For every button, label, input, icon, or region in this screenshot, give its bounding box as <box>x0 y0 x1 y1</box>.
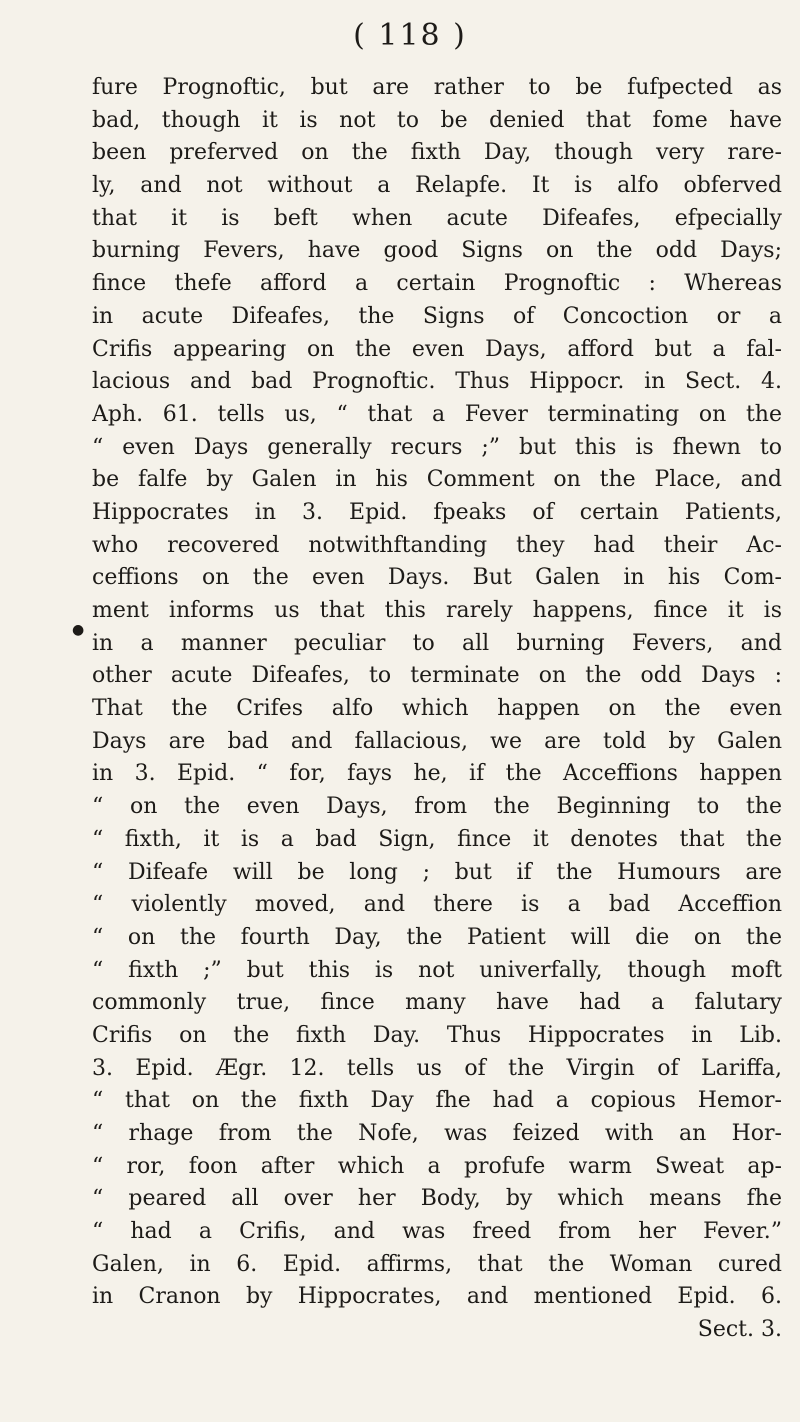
text-line: Sect. 3. <box>697 1317 782 1343</box>
text-line: fince thefe afford a certain Prognoftic : Whereas <box>92 271 782 297</box>
text-line: “ on the fourth Day, the Patient will die on the <box>92 924 782 950</box>
page-number: ( 118 ) <box>353 18 467 53</box>
text-line: That the Crifes alfo which happen on the even <box>92 696 782 722</box>
text-line: Days are bad and fallacious, we are told by Galen <box>92 728 782 754</box>
body-text <box>92 72 782 1347</box>
text-line: bad, though it is not to be denied that fome have <box>92 107 782 133</box>
text-line: “ ror, foon after which a profufe warm Sweat ap- <box>92 1153 782 1179</box>
text-line: other acute Difeafes, to terminate on the odd Days : <box>92 663 782 689</box>
text-line: burning Fevers, have good Signs on the odd Days; <box>92 238 782 264</box>
text-line: “ peared all over her Body, by which means fhe <box>92 1186 782 1212</box>
text-line: ly, and not without a Relapfe. It is alfo obferved <box>92 173 782 199</box>
text-line: “ Difeafe will be long ; but if the Humours are <box>92 859 782 885</box>
margin-mark: ● <box>72 622 85 638</box>
text-line: “ fixth ;” but this is not univerfally, though moft <box>92 957 782 983</box>
text-line: ceffions on the even Days. But Galen in his Com- <box>92 565 782 591</box>
text-line: be falfe by Galen in his Comment on the Place, and <box>92 467 782 493</box>
text-line: been preferved on the fixth Day, though very rare- <box>92 140 782 166</box>
text-line: who recovered notwithftanding they had their Ac- <box>92 532 782 558</box>
text-line: “ rhage from the Nofe, was feized with an Hor- <box>92 1121 782 1146</box>
text-line: “ on the even Days, from the Beginning to the <box>92 794 782 820</box>
text-line: “ that on the fixth Day fhe had a copious Hemor- <box>92 1088 782 1114</box>
text-line: in acute Difeafes, the Signs of Concoction or a <box>92 303 782 329</box>
text-line: “ fixth, it is a bad Sign, fince it denotes that the <box>92 826 782 852</box>
text-line: ment informs us that this rarely happens, fince it is <box>92 598 782 623</box>
text-line: lacious and bad Prognoftic. Thus Hippocr. in Sect. 4. <box>92 369 782 395</box>
text-line: Crifis on the fixth Day. Thus Hippocrates in Lib. <box>92 1022 782 1048</box>
text-line: “ even Days generally recurs ;” but this is fhewn to <box>92 434 782 460</box>
text-line: in 3. Epid. “ for, fays he, if the Acceffions happen <box>92 761 782 787</box>
text-line: “ violently moved, and there is a bad Acceffion <box>92 892 782 918</box>
text-line: that it is beft when acute Difeafes, efpecially <box>92 205 782 231</box>
text-line: fure Prognoftic, but are rather to be fufpected as <box>92 75 782 100</box>
text-line: Hippocrates in 3. Epid. fpeaks of certain Patients, <box>92 499 782 525</box>
text-line: in a manner peculiar to all burning Fevers, and <box>92 630 782 656</box>
text-line: Galen, in 6. Epid. affirms, that the Woman cured <box>92 1251 782 1277</box>
text-line: “ had a Crifis, and was freed from her Fever.” <box>92 1219 782 1245</box>
text-line: commonly true, fince many have had a falutary <box>92 990 782 1016</box>
text-line: in Cranon by Hippocrates, and mentioned Epid. 6. <box>92 1284 782 1310</box>
text-line: Crifis appearing on the even Days, afford but a fal- <box>92 336 782 362</box>
text-line: Aph. 61. tells us, “ that a Fever terminating on the <box>92 401 782 427</box>
text-line: 3. Epid. Ægr. 12. tells us of the Virgin of Lariffa, <box>92 1055 782 1081</box>
